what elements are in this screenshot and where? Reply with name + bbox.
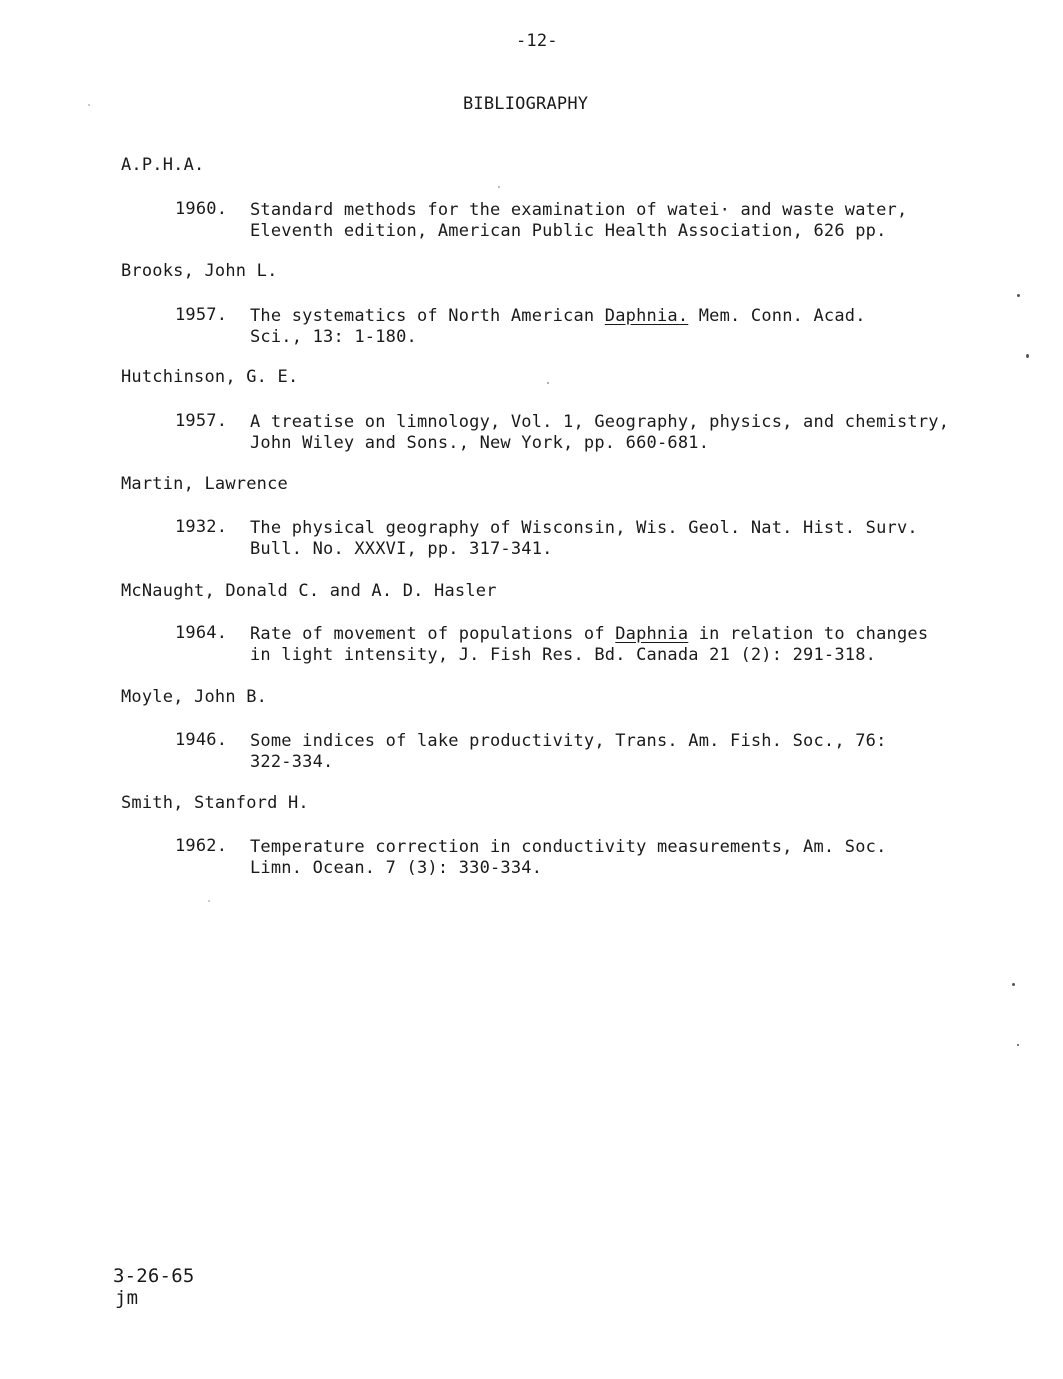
entry-citation-line: Some indices of lake productivity, Trans. Am. Fish. Soc., 76: [250, 731, 887, 751]
entry-author: A.P.H.A. [121, 155, 205, 175]
entry-author: Smith, Stanford H. [121, 793, 309, 813]
entry-citation-line: in light intensity, J. Fish Res. Bd. Canada 21 (2): 291-318. [250, 645, 877, 665]
scan-speck [1012, 983, 1015, 986]
entry-citation-line: A treatise on limnology, Vol. 1, Geography, physics, and chemistry, [250, 412, 950, 432]
page-title: BIBLIOGRAPHY [463, 94, 589, 114]
page-number: -12- [516, 31, 558, 51]
scan-speck [498, 186, 500, 188]
citation-text: in relation to changes [688, 624, 929, 644]
entry-citation-line: Standard methods for the examination of watei· and waste water, [250, 200, 908, 220]
entry-author: McNaught, Donald C. and A. D. Hasler [121, 581, 497, 601]
footer-initials: jm [115, 1287, 139, 1309]
entry-citation-line: John Wiley and Sons., New York, pp. 660-681. [250, 433, 710, 453]
entry-author: Martin, Lawrence [121, 474, 288, 494]
entry-author: Moyle, John B. [121, 687, 268, 707]
entry-year: 1962. [175, 836, 228, 856]
entry-author: Brooks, John L. [121, 261, 278, 281]
entry-citation-line [250, 306, 866, 326]
citation-text: Rate of movement of populations of [250, 624, 616, 644]
entry-year: 1957. [175, 305, 228, 325]
entry-year: 1964. [175, 623, 228, 643]
entry-citation-line: 322-334. [250, 752, 334, 772]
scan-speck [88, 104, 90, 106]
entry-citation-line [250, 624, 928, 644]
scan-speck [208, 900, 210, 902]
scan-speck [1017, 294, 1020, 297]
entry-citation-line: Limn. Ocean. 7 (3): 330-334. [250, 858, 543, 878]
scan-speck [547, 382, 549, 384]
scan-speck [1017, 1044, 1019, 1046]
entry-citation-line: Temperature correction in conductivity measurements, Am. Soc. [250, 837, 887, 857]
genus-name-underlined: Daphnia. [604, 306, 689, 326]
entry-year: 1960. [175, 199, 228, 219]
entry-author: Hutchinson, G. E. [121, 367, 299, 387]
citation-text: Mem. Conn. Acad. [688, 306, 866, 326]
entry-citation-line: The physical geography of Wisconsin, Wis. Geol. Nat. Hist. Surv. [250, 518, 918, 538]
entry-year: 1932. [175, 517, 228, 537]
scan-speck [1026, 354, 1029, 358]
entry-year: 1946. [175, 730, 228, 750]
citation-text: The systematics of North American [250, 306, 605, 326]
entry-citation-line: Eleventh edition, American Public Health Association, 626 pp. [250, 221, 887, 241]
genus-name-underlined: Daphnia [615, 624, 689, 644]
entry-citation-line: Sci., 13: 1-180. [250, 327, 417, 347]
entry-year: 1957. [175, 411, 228, 431]
entry-citation-line: Bull. No. XXXVI, pp. 317-341. [250, 539, 553, 559]
footer-date: 3-26-65 [113, 1265, 195, 1287]
